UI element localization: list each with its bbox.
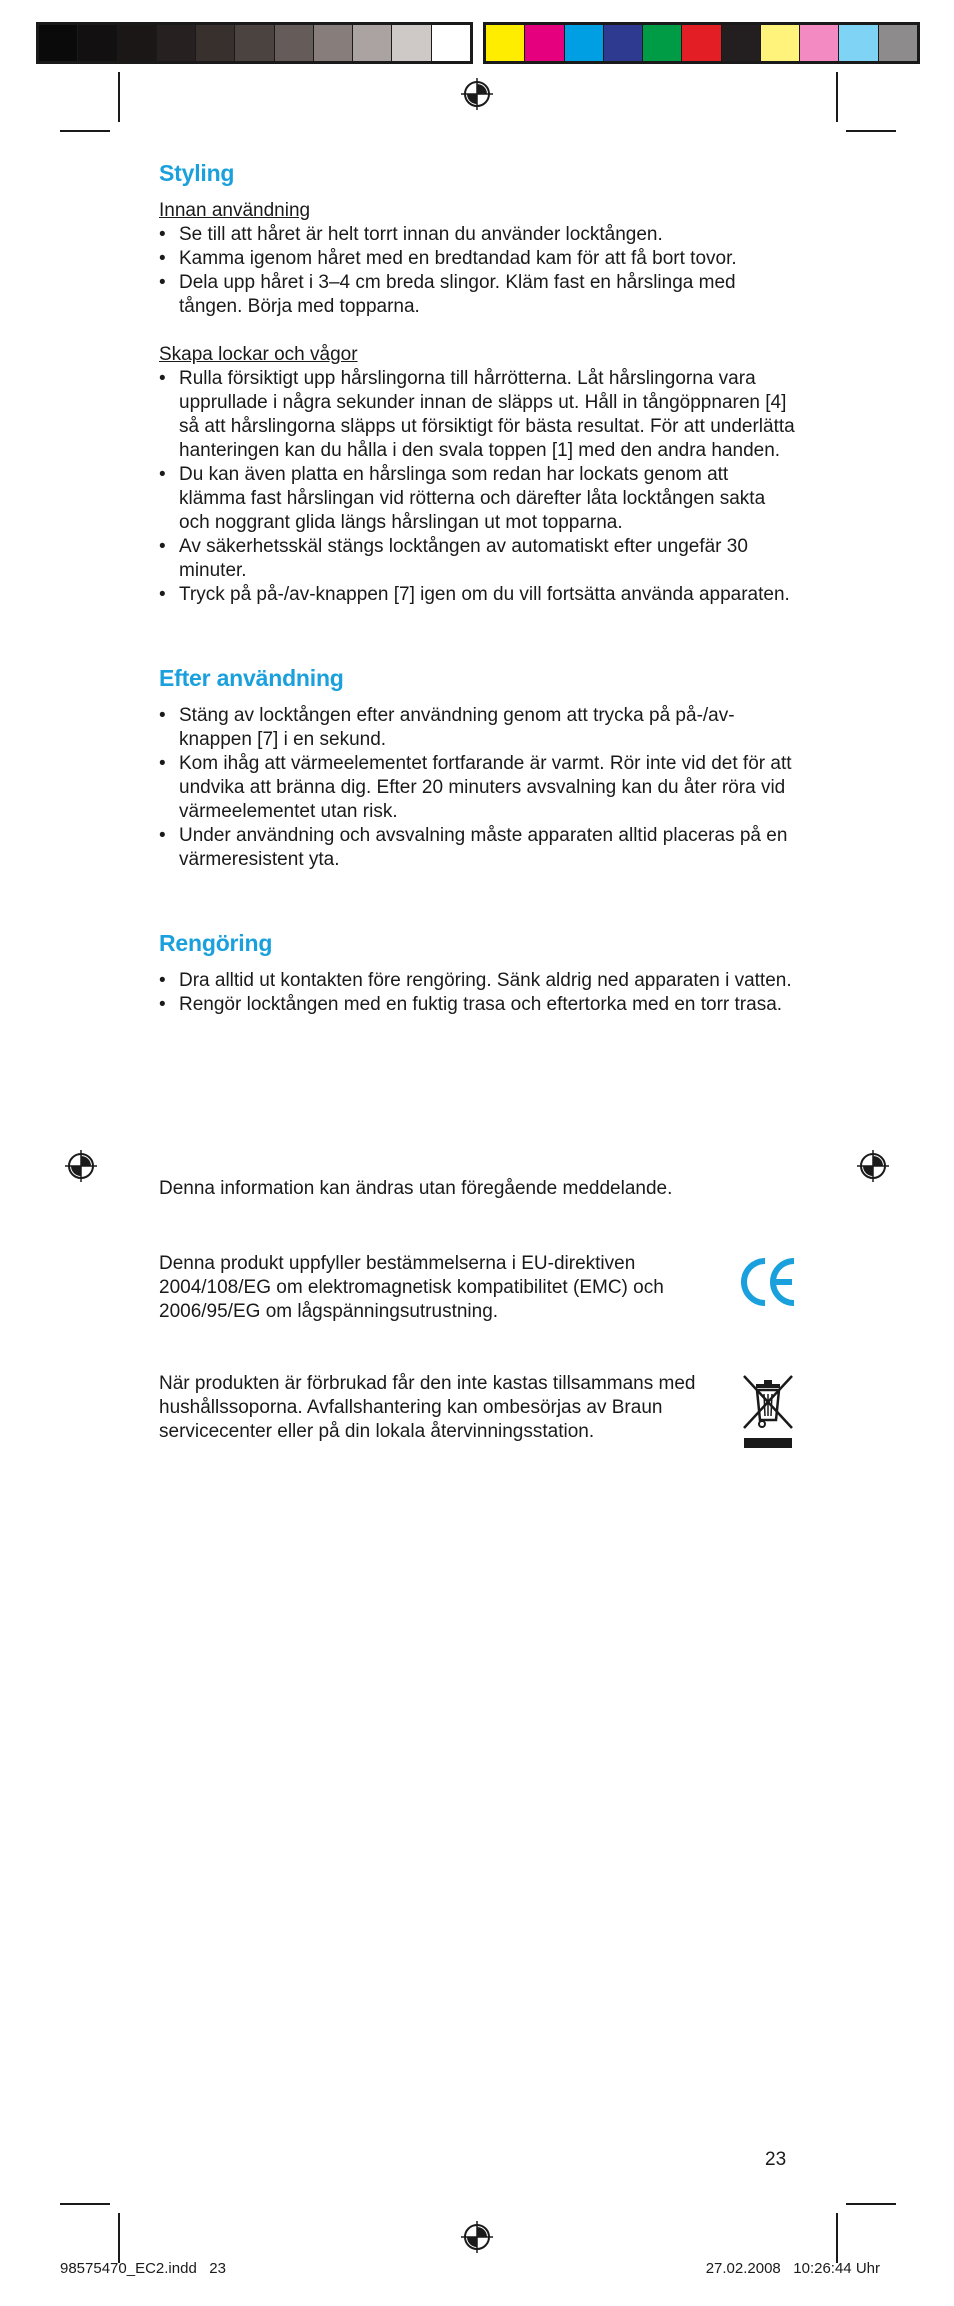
gray-swatch bbox=[432, 25, 470, 61]
list-item: • Rengör locktången med en fuktig trasa och eftertorka med en torr trasa. bbox=[159, 993, 799, 1017]
list-item: • Dra alltid ut kontakten före rengöring. Sänk aldrig ned apparaten i vatten. bbox=[159, 969, 799, 993]
gray-swatch bbox=[39, 25, 78, 61]
color-swatch bbox=[565, 25, 604, 61]
styling-heading: Styling bbox=[159, 160, 235, 186]
crop-mark bbox=[60, 130, 110, 132]
color-swatch bbox=[682, 25, 721, 61]
grayscale-calibration-bar bbox=[36, 22, 473, 64]
cleaning-heading: Rengöring bbox=[159, 930, 273, 956]
before-use-subheading: Innan användning bbox=[159, 200, 311, 221]
registration-mark-icon bbox=[461, 2221, 493, 2253]
list-item: • Av säkerhetsskäl stängs locktången av automatiskt efter ungefär 30 minuter. bbox=[159, 535, 799, 583]
after-use-heading: Efter användning bbox=[159, 665, 344, 691]
ce-compliance-text: Denna produkt uppfyller bestämmelserna i EU-direktiven 2004/108/EG om elektromagnetisk kompatibilitet (EMC) och 2006/95/EG om lågspänningsutrustning. bbox=[159, 1253, 664, 1322]
gray-swatch bbox=[78, 25, 117, 61]
gray-swatch bbox=[235, 25, 274, 61]
disposal-text: När produkten är förbrukad får den inte kastas tillsammans med hushållssoporna. Avfallshantering kan ombesörjas av Braun servicecenter eller på din lokala återvinningsstation. bbox=[159, 1373, 696, 1442]
gray-swatch bbox=[314, 25, 353, 61]
registration-mark-icon bbox=[65, 1150, 97, 1182]
color-swatch bbox=[879, 25, 917, 61]
color-swatch bbox=[839, 25, 878, 61]
gray-swatch bbox=[353, 25, 392, 61]
crop-mark bbox=[846, 130, 896, 132]
color-swatch bbox=[761, 25, 800, 61]
list-item: • Kamma igenom håret med en bredtandad kam för att få bort tovor. bbox=[159, 247, 799, 271]
footer-file-info: 98575470_EC2.indd 23 bbox=[60, 2260, 226, 2277]
gray-swatch bbox=[275, 25, 314, 61]
cleaning-list bbox=[159, 969, 799, 1017]
curls-subheading: Skapa lockar och vågor bbox=[159, 344, 358, 365]
crop-mark bbox=[836, 72, 838, 122]
list-item: • Rulla försiktigt upp hårslingorna till hårrötterna. Låt hårslingorna vara upprullade i några sekunder innan de släpps ut. Håll in tångöppnaren [4] så att hårslingorna släpps ut försiktigt för bästa resultat. För att underlätta hanteringen kan du hålla i den svala toppen [1] med den andra handen. bbox=[159, 367, 799, 463]
registration-mark-icon bbox=[461, 78, 493, 110]
list-item: • Stäng av locktången efter användning genom att trycka på på-/av-knappen [7] i en sekund. bbox=[159, 704, 799, 752]
cleaning-section bbox=[159, 930, 799, 1017]
registration-mark-icon bbox=[857, 1150, 889, 1182]
color-calibration-bar bbox=[483, 22, 920, 64]
color-swatch bbox=[604, 25, 643, 61]
manual-content bbox=[159, 160, 799, 1017]
color-swatch bbox=[800, 25, 839, 61]
color-swatch bbox=[486, 25, 525, 61]
before-use-list bbox=[159, 223, 799, 319]
color-swatch bbox=[643, 25, 682, 61]
crossed-out-bin-icon bbox=[738, 1372, 798, 1452]
after-use-section bbox=[159, 665, 799, 872]
list-item: • Dela upp håret i 3–4 cm breda slingor. Kläm fast en hårslinga med tången. Börja med topparna. bbox=[159, 271, 799, 319]
gray-swatch bbox=[392, 25, 431, 61]
ce-mark-icon bbox=[738, 1255, 798, 1309]
list-item: • Tryck på på-/av-knappen [7] igen om du vill fortsätta använda apparaten. bbox=[159, 583, 799, 607]
gray-swatch bbox=[196, 25, 235, 61]
gray-swatch bbox=[118, 25, 157, 61]
styling-section bbox=[159, 160, 799, 607]
crop-mark bbox=[118, 72, 120, 122]
color-swatch bbox=[722, 25, 761, 61]
list-item: • Se till att håret är helt torrt innan du använder locktången. bbox=[159, 223, 799, 247]
crop-mark bbox=[846, 2203, 896, 2205]
list-item: • Kom ihåg att värmeelementet fortfarande är varmt. Rör inte vid det för att undvika att bränna dig. Efter 20 minuters avsvalning kan du åter röra vid värmeelementet utan risk. bbox=[159, 752, 799, 824]
gray-swatch bbox=[157, 25, 196, 61]
curls-list bbox=[159, 367, 799, 607]
after-use-list bbox=[159, 704, 799, 872]
crop-mark bbox=[60, 2203, 110, 2205]
change-notice: Denna information kan ändras utan föregående meddelande. bbox=[159, 1178, 673, 1199]
color-swatch bbox=[525, 25, 564, 61]
list-item: • Du kan även platta en hårslinga som redan har lockats genom att klämma fast hårslingan vid rötterna och därefter låta locktången sakta och noggrant glida längs hårslingan ut mot topparna. bbox=[159, 463, 799, 535]
crop-mark bbox=[836, 2213, 838, 2263]
footer-timestamp: 27.02.2008 10:26:44 Uhr bbox=[705, 2260, 880, 2277]
page-number: 23 bbox=[765, 2149, 787, 2170]
crop-mark bbox=[118, 2213, 120, 2263]
list-item: • Under användning och avsvalning måste apparaten alltid placeras på en värmeresistent yta. bbox=[159, 824, 799, 872]
